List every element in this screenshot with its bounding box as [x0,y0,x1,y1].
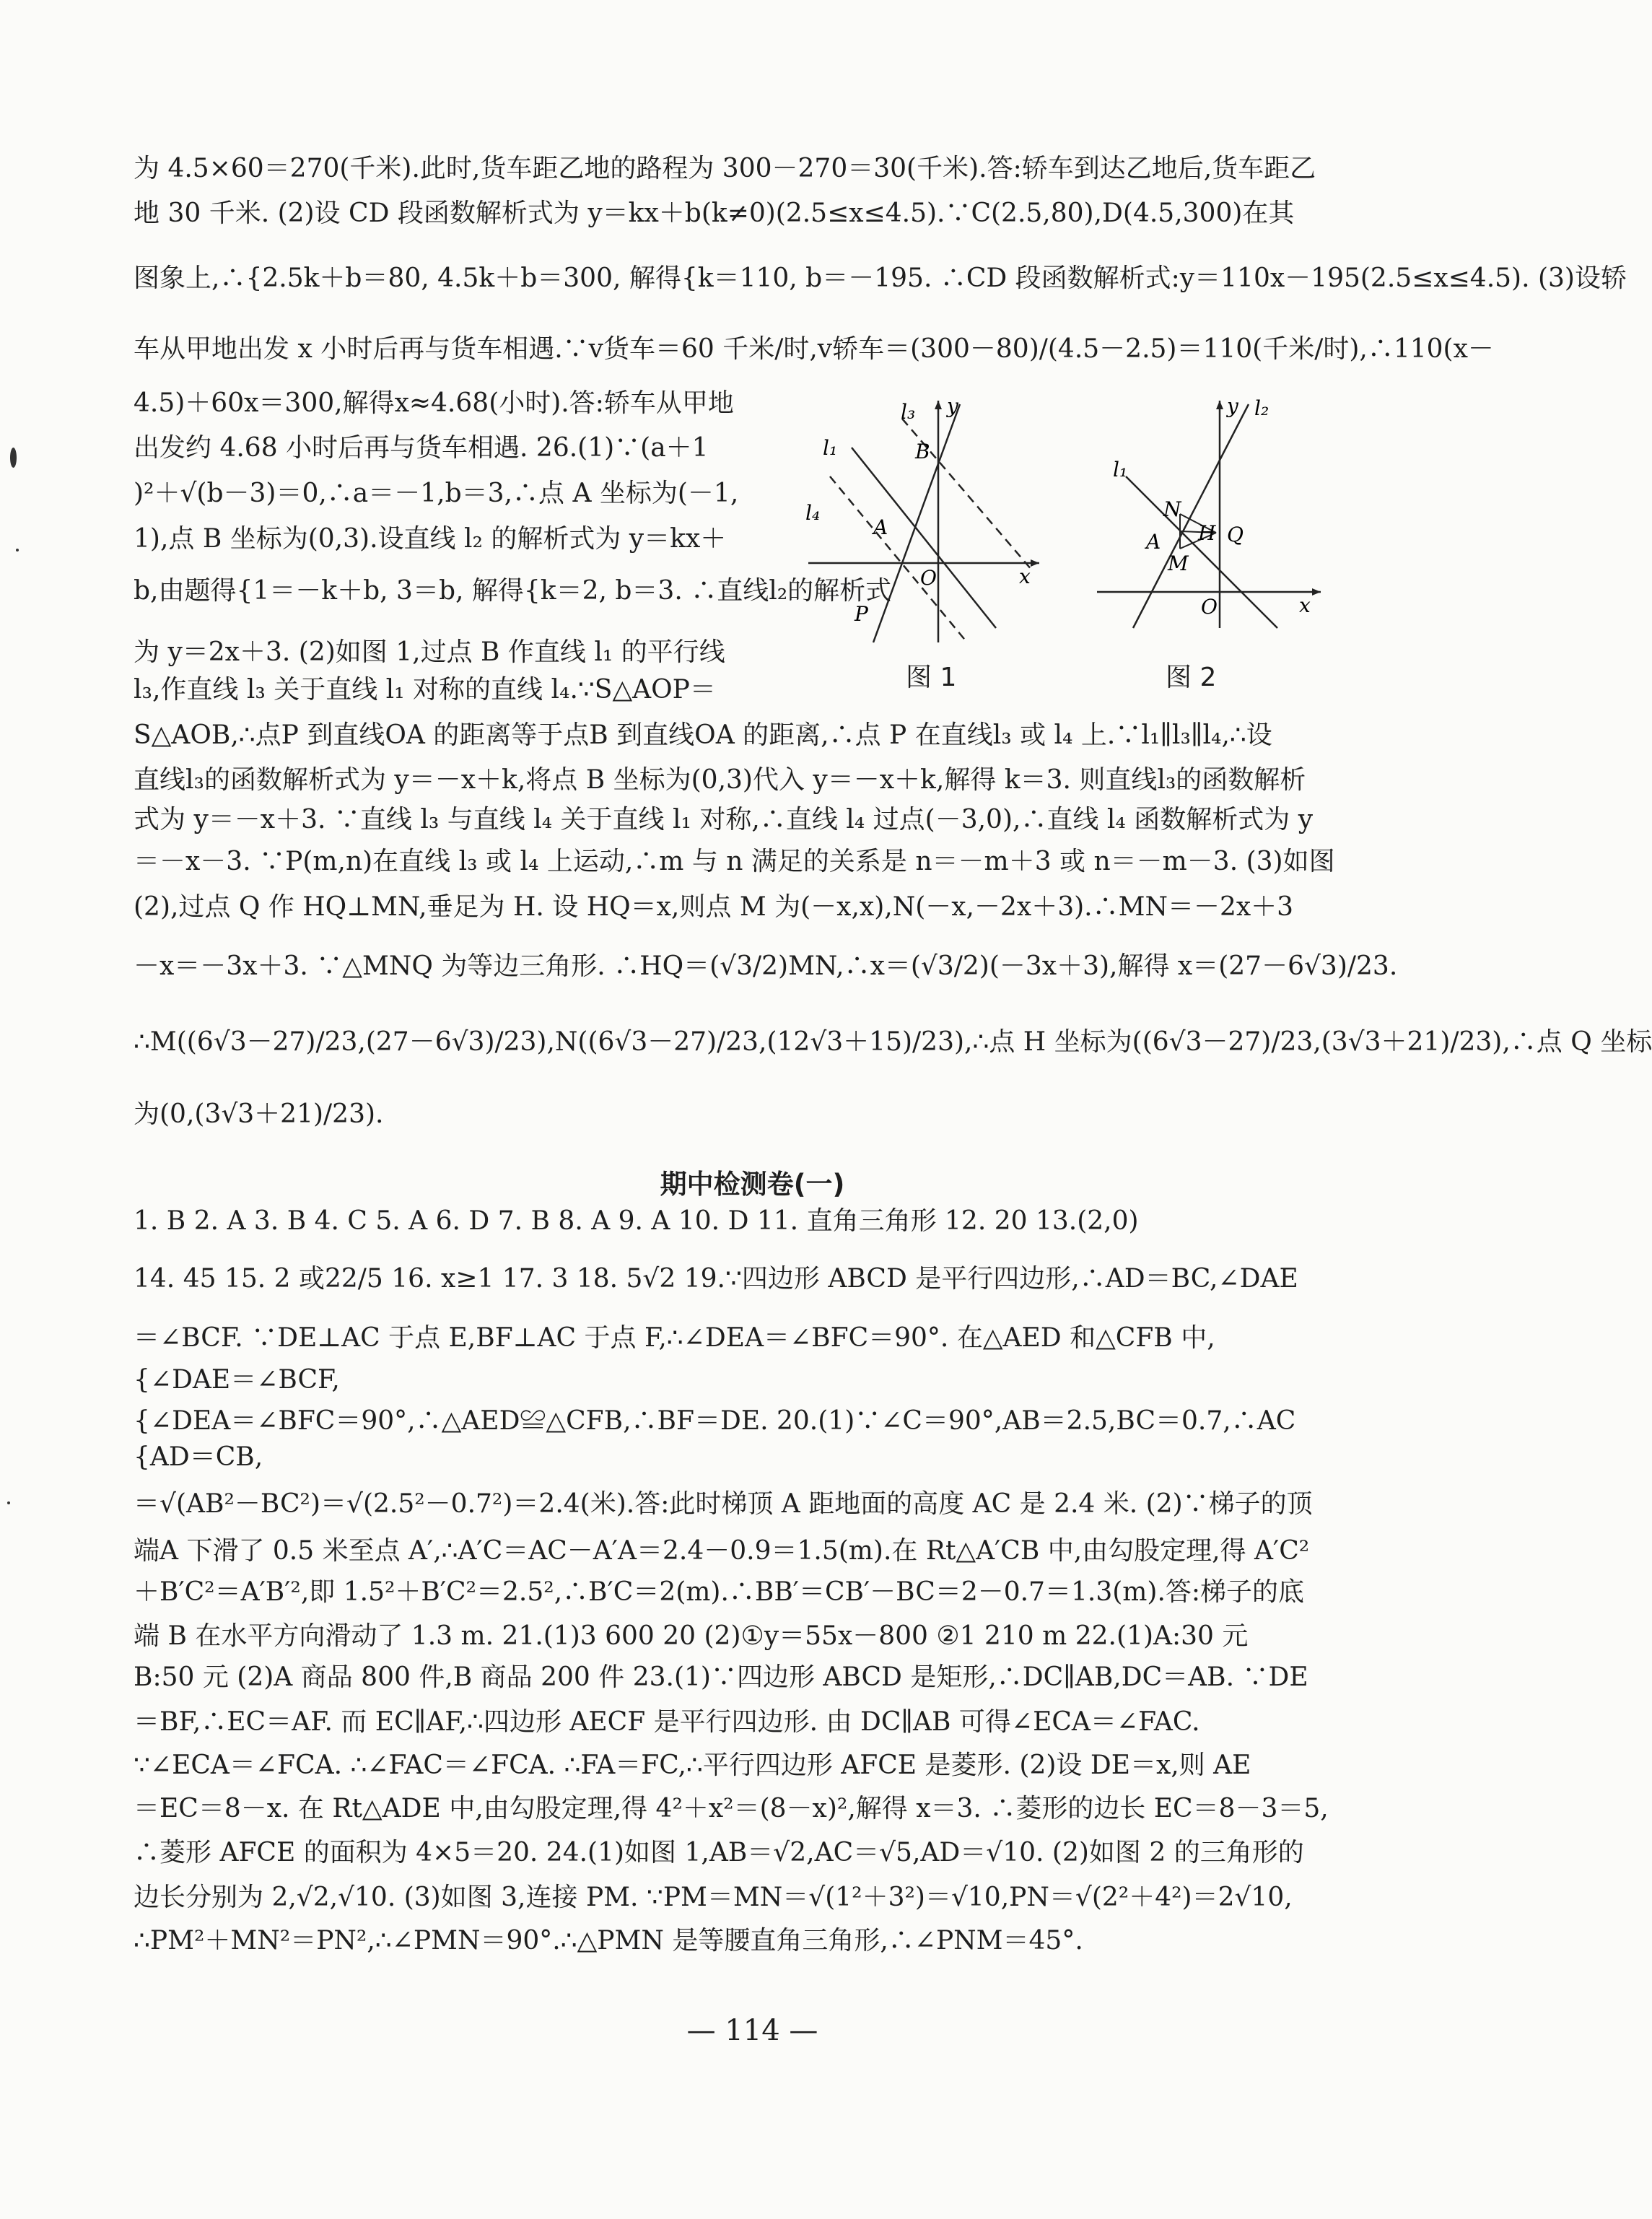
text-line: ∵∠ECA＝∠FCA. ∴∠FAC＝∠FCA. ∴FA＝FC,∴平行四边形 AFCE 是菱形. (2)设 DE＝x,则 AE [134,1751,1251,1780]
section-title: 期中检测卷(一) [660,1169,845,1200]
text-line: )²＋√(b－3)＝0,∴a＝－1,b＝3,∴点 A 坐标为(－1, [134,479,739,508]
label-x: x [1019,564,1031,588]
label-o: O [1201,595,1218,619]
text-line: {∠DAE＝∠BCF, [134,1365,340,1395]
page-number: — 114 — [686,2014,818,2047]
text-line: ∴PM²＋MN²＝PN²,∴∠PMN＝90°.∴△PMN 是等腰直角三角形,∴∠PNM＝45°. [134,1926,1083,1956]
label-l2: l₂ [1254,396,1269,420]
text-line: B:50 元 (2)A 商品 800 件,B 商品 200 件 23.(1)∵四边形 ABCD 是矩形,∴DC∥AB,DC＝AB. ∵DE [134,1662,1308,1692]
label-y: y [1227,394,1238,418]
label-l3: l₃ [901,400,916,424]
figure-2 [1083,390,1328,635]
label-n: N [1163,497,1181,521]
text-line: 式为 y＝－x＋3. ∵直线 l₃ 与直线 l₄ 关于直线 l₁ 对称,∴直线 l₄ 过点(－3,0),∴直线 l₄ 函数解析式为 y [134,805,1314,834]
label-p: P [855,602,868,626]
label-b: B [915,440,930,463]
label-h: H [1198,521,1216,545]
figure-1 [779,390,1054,650]
text-line: 4.5)＋60x＝300,解得x≈4.68(小时).答:轿车从甲地 [134,388,734,418]
text-line: {AD＝CB, [134,1442,263,1472]
text-line: 为(0,(3√3＋21)/23). [134,1099,384,1129]
text-line: ＝∠BCF. ∵DE⊥AC 于点 E,BF⊥AC 于点 F,∴∠DEA＝∠BFC＝90°. 在△AED 和△CFB 中, [134,1323,1215,1353]
label-y: y [947,394,958,418]
text-line: ＝√(AB²－BC²)＝√(2.5²－0.7²)＝2.4(米).答:此时梯顶 A 距地面的高度 AC 是 2.4 米. (2)∵梯子的顶 [134,1489,1313,1519]
label-l1: l₁ [1113,458,1128,481]
figure-2-graph [1083,390,1328,635]
text-line: {∠DEA＝∠BFC＝90°,∴△AED≌△CFB,∴BF＝DE. 20.(1)∵∠C＝90°,AB＝2.5,BC＝0.7,∴AC [134,1406,1296,1436]
label-o: O [920,566,937,590]
scan-speck [7,1501,10,1504]
text-line: b,由题得{1＝－k＋b, 3＝b, 解得{k＝2, b＝3. ∴直线l₂的解析式 [134,576,892,606]
figure-1-graph [779,390,1054,650]
text-line: 为 4.5×60＝270(千米).此时,货车距乙地的路程为 300－270＝30(千米).答:轿车到达乙地后,货车距乙 [134,154,1316,183]
text-line: 端 B 在水平方向滑动了 1.3 m. 21.(1)3 600 20 (2)①y＝55x－800 ②1 210 m 22.(1)A:30 元 [134,1621,1249,1651]
text-line: ＋B′C²＝A′B′²,即 1.5²＋B′C²＝2.5²,∴B′C＝2(m).∴BB′＝CB′－BC＝2－0.7＝1.3(m).答:梯子的底 [134,1577,1305,1607]
text-line: 端A 下滑了 0.5 米至点 A′,∴A′C＝AC－A′A＝2.4－0.9＝1.5(m).在 Rt△A′CB 中,由勾股定理,得 A′C² [134,1536,1310,1566]
label-a: A [1146,530,1161,554]
scan-speck [10,448,17,468]
text-line: 1. B 2. A 3. B 4. C 5. A 6. D 7. B 8. A 9. A 10. D 11. 直角三角形 12. 20 13.(2,0) [134,1206,1139,1236]
text-line: 边长分别为 2,√2,√10. (3)如图 3,连接 PM. ∵PM＝MN＝√(1²＋3²)＝√10,PN＝√(2²＋4²)＝2√10, [134,1883,1293,1912]
label-l1: l₁ [823,436,838,460]
label-l4: l₄ [805,501,821,525]
text-line: (2),过点 Q 作 HQ⊥MN,垂足为 H. 设 HQ＝x,则点 M 为(－x,x),N(－x,－2x＋3).∴MN＝－2x＋3 [134,892,1294,922]
text-line: 14. 45 15. 2 或22/5 16. x≥1 17. 3 18. 5√2 19.∵四边形 ABCD 是平行四边形,∴AD＝BC,∠DAE [134,1264,1298,1294]
text-line: －x＝－3x＋3. ∵△MNQ 为等边三角形. ∴HQ＝(√3/2)MN,∴x＝(√3/2)(－3x＋3),解得 x＝(27－6√3)/23. [134,951,1398,981]
text-line: ＝BF,∴EC＝AF. 而 EC∥AF,∴四边形 AECF 是平行四边形. 由 DC∥AB 可得∠ECA＝∠FAC. [134,1707,1200,1737]
text-line: ∴M((6√3－27)/23,(27－6√3)/23),N((6√3－27)/23,(12√3＋15)/23),∴点 H 坐标为((6√3－27)/23,(3√3＋21)/23),∴点 Q 坐标 [134,1027,1652,1057]
label-m: M [1168,552,1189,575]
text-line: 图象上,∴{2.5k＋b＝80, 4.5k＋b＝300, 解得{k＝110, b＝－195. ∴CD 段函数解析式:y＝110x－195(2.5≤x≤4.5). (3)设轿 [134,263,1627,293]
figure-2-caption: 图 2 [1166,663,1217,692]
text-line: 1),点 B 坐标为(0,3).设直线 l₂ 的解析式为 y＝kx＋ [134,524,727,554]
text-line: 为 y＝2x＋3. (2)如图 1,过点 B 作直线 l₁ 的平行线 [134,637,725,667]
label-x: x [1299,593,1311,617]
text-line: 直线l₃的函数解析式为 y＝－x＋k,将点 B 坐标为(0,3)代入 y＝－x＋k,解得 k＝3. 则直线l₃的函数解析 [134,765,1306,795]
label-a: A [873,515,888,539]
text-line: ＝－x－3. ∵P(m,n)在直线 l₃ 或 l₄ 上运动,∴m 与 n 满足的关系是 n＝－m＋3 或 n＝－m－3. (3)如图 [134,847,1335,876]
scan-speck [16,549,19,552]
figure-1-caption: 图 1 [906,663,957,692]
text-line: ＝EC＝8－x. 在 Rt△ADE 中,由勾股定理,得 4²＋x²＝(8－x)²,解得 x＝3. ∴菱形的边长 EC＝8－3＝5, [134,1794,1329,1823]
text-line: 出发约 4.68 小时后再与货车相遇. 26.(1)∵(a＋1 [134,433,709,463]
text-line: 车从甲地出发 x 小时后再与货车相遇.∵v货车＝60 千米/时,v轿车＝(300－80)/(4.5－2.5)＝110(千米/时),∴110(x－ [134,334,1494,364]
text-line: S△AOB,∴点P 到直线OA 的距离等于点B 到直线OA 的距离,∴点 P 在直线l₃ 或 l₄ 上.∵l₁∥l₃∥l₄,∴设 [134,720,1272,750]
text-line: 地 30 千米. (2)设 CD 段函数解析式为 y＝kx＋b(k≠0)(2.5≤x≤4.5).∵C(2.5,80),D(4.5,300)在其 [134,199,1295,228]
label-q: Q [1227,523,1244,546]
text-line: l₃,作直线 l₃ 关于直线 l₁ 对称的直线 l₄.∵S△AOP＝ [134,675,716,705]
text-line: ∴菱形 AFCE 的面积为 4×5＝20. 24.(1)如图 1,AB＝√2,AC＝√5,AD＝√10. (2)如图 2 的三角形的 [134,1838,1304,1867]
